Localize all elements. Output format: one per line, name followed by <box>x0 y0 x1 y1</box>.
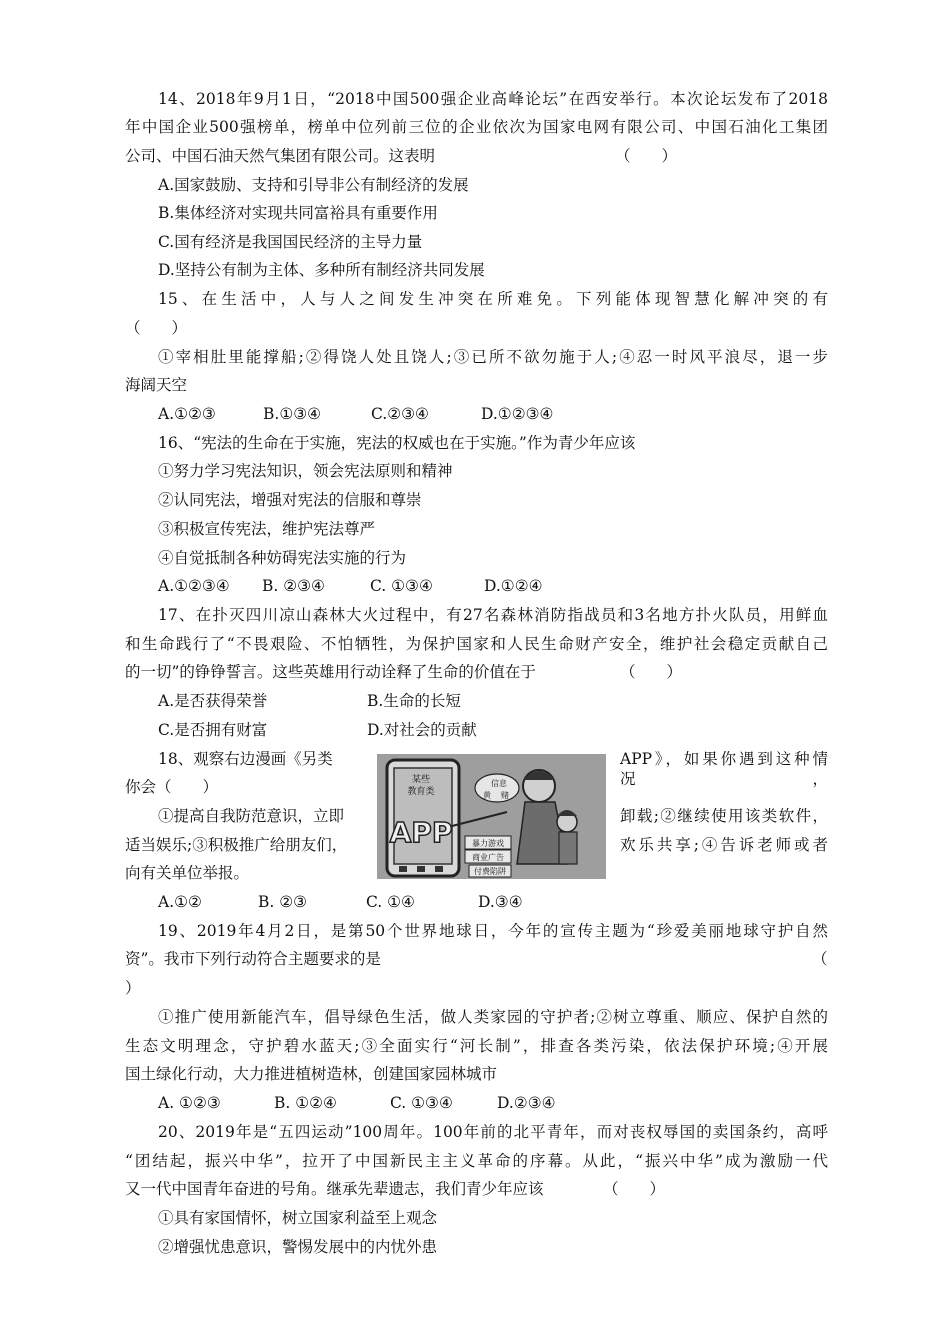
q19-line-1: 19、2019年4月2日，是第50个世界地球日，今年的宣传主题为“珍爱美丽地球守护自然 <box>158 922 828 940</box>
cartoon-image <box>377 754 606 879</box>
q18-line-3b: 卸载;②继续使用该类软件， <box>620 807 828 825</box>
q19-bracket-close: ） <box>125 979 141 997</box>
q17-line-1: 17、在扑灭四川凉山森林大火过程中，有27名森林消防指战员和3名地方扑火队员，用鲜血 <box>158 606 828 624</box>
q15-statement-2: 海阔天空 <box>125 376 188 394</box>
q19-statement-1: ①推广使用新能汽车，倡导绿色生活，做人类家园的守护者;②树立尊重、顺应、保护自然的 <box>158 1008 828 1026</box>
q18-option-c: C. ①④ <box>366 893 415 911</box>
q15-answer-bracket: （ ） <box>125 319 188 337</box>
cartoon-label-2: 教育类 <box>407 787 435 797</box>
q18-line-4a: 适当娱乐;③积极推广给朋友们， <box>125 836 348 854</box>
cartoon-tag-2: 商业广告 <box>472 853 504 862</box>
q19-statement-3: 国土绿化行动，大力推进植树造林，创建国家园林城市 <box>125 1065 498 1083</box>
q16-item-2: ②认同宪法，增强对宪法的信服和尊崇 <box>158 491 422 509</box>
q20-item-1: ①具有家国情怀，树立国家利益至上观念 <box>158 1209 438 1227</box>
q18-option-a: A.①② <box>158 893 202 911</box>
q18-line-3a: ①提高自我防范意识，立即 <box>158 807 345 825</box>
q15-statement-1: ①宰相肚里能撑船;②得饶人处且饶人;③已所不欲勿施于人;④忍一时风平浪尽，退一步 <box>158 348 828 366</box>
q18-line-1a: 18、观察右边漫画《另类 <box>158 750 333 768</box>
q20-line-1: 20、2019年是“五四运动”100周年。100年前的北平青年，而对丧权辱国的卖国条约，高呼 <box>158 1123 828 1141</box>
q19-option-b: B. ①②④ <box>274 1094 337 1112</box>
q20-item-2: ②增强忧患意识，警惕发展中的内忧外患 <box>158 1238 438 1256</box>
q16-options <box>158 576 543 596</box>
q18-option-b: B. ②③ <box>258 893 308 911</box>
q18-line-4b: 欢乐共享;④告诉老师或者 <box>620 836 828 854</box>
q17-option-d: D.对社会的贡献 <box>367 721 477 739</box>
q19-options <box>158 1093 556 1113</box>
q14-option-c: C.国有经济是我国国民经济的主导力量 <box>158 233 423 251</box>
cartoon-label-1: 某些 <box>411 775 431 785</box>
q17-line-2: 和生命践行了“不畏艰险、不怕牺牲，为保护国家和人民生命财产安全，维护社会稳定贡献自己 <box>125 635 828 653</box>
q20-answer-bracket: （ ） <box>603 1180 666 1198</box>
q14-option-d: D.坚持公有制为主体、多种所有制经济共同发展 <box>158 261 485 279</box>
q14-line-3: 公司、中国石油天然气集团有限公司。这表明 <box>125 147 436 165</box>
q15-option-d: D.①②③④ <box>481 405 554 423</box>
q18-line-5: 向有关单位举报。 <box>125 864 250 882</box>
q19-option-d: D.②③④ <box>497 1094 556 1112</box>
cartoon-bubble-1: 信息 <box>491 779 507 788</box>
q18-line-1b: APP》，如果你遇到这种情况， <box>620 750 828 788</box>
cartoon-tag-1: 暴力游戏 <box>472 839 504 848</box>
q16-option-d: D.①②④ <box>484 577 543 595</box>
q15-options <box>158 404 553 424</box>
q15-option-b: B.①③④ <box>263 405 322 423</box>
q17-option-b: B.生命的长短 <box>367 692 461 710</box>
q15-option-a: A.①②③ <box>158 405 216 423</box>
q19-bracket-open: （ <box>812 950 828 968</box>
q17-answer-bracket: （ ） <box>620 663 683 681</box>
q14-line-1: 14、2018年9月1日，“2018中国500强企业高峰论坛”在西安举行。本次论坛发布了2018 <box>158 90 828 108</box>
q17-option-a: A.是否获得荣誉 <box>158 692 268 710</box>
q16-option-b: B. ②③④ <box>262 577 325 595</box>
cartoon-app-text: APP <box>389 816 453 849</box>
q17-option-c: C.是否拥有财富 <box>158 721 268 739</box>
q18-line-2: 你会（ ） <box>125 778 219 796</box>
q16-line-1: 16、“宪法的生命在于实施，宪法的权威也在于实施。”作为青少年应该 <box>158 434 636 452</box>
q15-line-1: 15、在生活中，人与人之间发生冲突在所难免。下列能体现智慧化解冲突的有 <box>158 290 828 308</box>
q16-option-a: A.①②③④ <box>158 577 230 595</box>
q19-statement-2: 生态文明理念，守护碧水蓝天;③全面实行“河长制”，排查各类污染，依法保护环境;④开展 <box>125 1037 828 1055</box>
q16-item-1: ①努力学习宪法知识，领会宪法原则和精神 <box>158 462 453 480</box>
q19-option-a: A. ①②③ <box>158 1094 221 1112</box>
q18-option-d: D.③④ <box>478 893 523 911</box>
q16-item-3: ③积极宣传宪法，维护宪法尊严 <box>158 520 376 538</box>
q14-answer-bracket: （ ） <box>615 147 678 165</box>
q20-line-2: “团结起，振兴中华”，拉开了中国新民主主义革命的序幕。从此，“振兴中华”成为激励一代 <box>125 1152 828 1170</box>
q15-option-c: C.②③④ <box>371 405 429 423</box>
q16-option-c: C. ①③④ <box>370 577 433 595</box>
q14-line-2: 年中国企业500强榜单，榜单中位列前三位的企业依次为国家电网有限公司、中国石油化工集团 <box>125 118 828 136</box>
q14-option-a: A.国家鼓励、支持和引导非公有制经济的发展 <box>158 176 469 194</box>
q14-option-b: B.集体经济对实现共同富裕具有重要作用 <box>158 204 438 222</box>
q17-line-3: 的一切”的铮铮誓言。这些英雄用行动诠释了生命的价值在于 <box>125 663 536 681</box>
cartoon-tag-3: 付费陷阱 <box>474 867 506 876</box>
q19-line-2: 资”。我市下列行动符合主题要求的是 <box>125 950 381 968</box>
q16-item-4: ④自觉抵制各种妨碍宪法实施的行为 <box>158 549 407 567</box>
cartoon-bubble-2: 黄 <box>483 791 491 800</box>
q19-option-c: C. ①③④ <box>390 1094 453 1112</box>
q20-line-3: 又一代中国青年奋进的号角。继承先辈遗志，我们青少年应该 <box>125 1180 544 1198</box>
q18-options <box>158 892 523 912</box>
cartoon-bubble-3: 赌 <box>501 791 509 800</box>
